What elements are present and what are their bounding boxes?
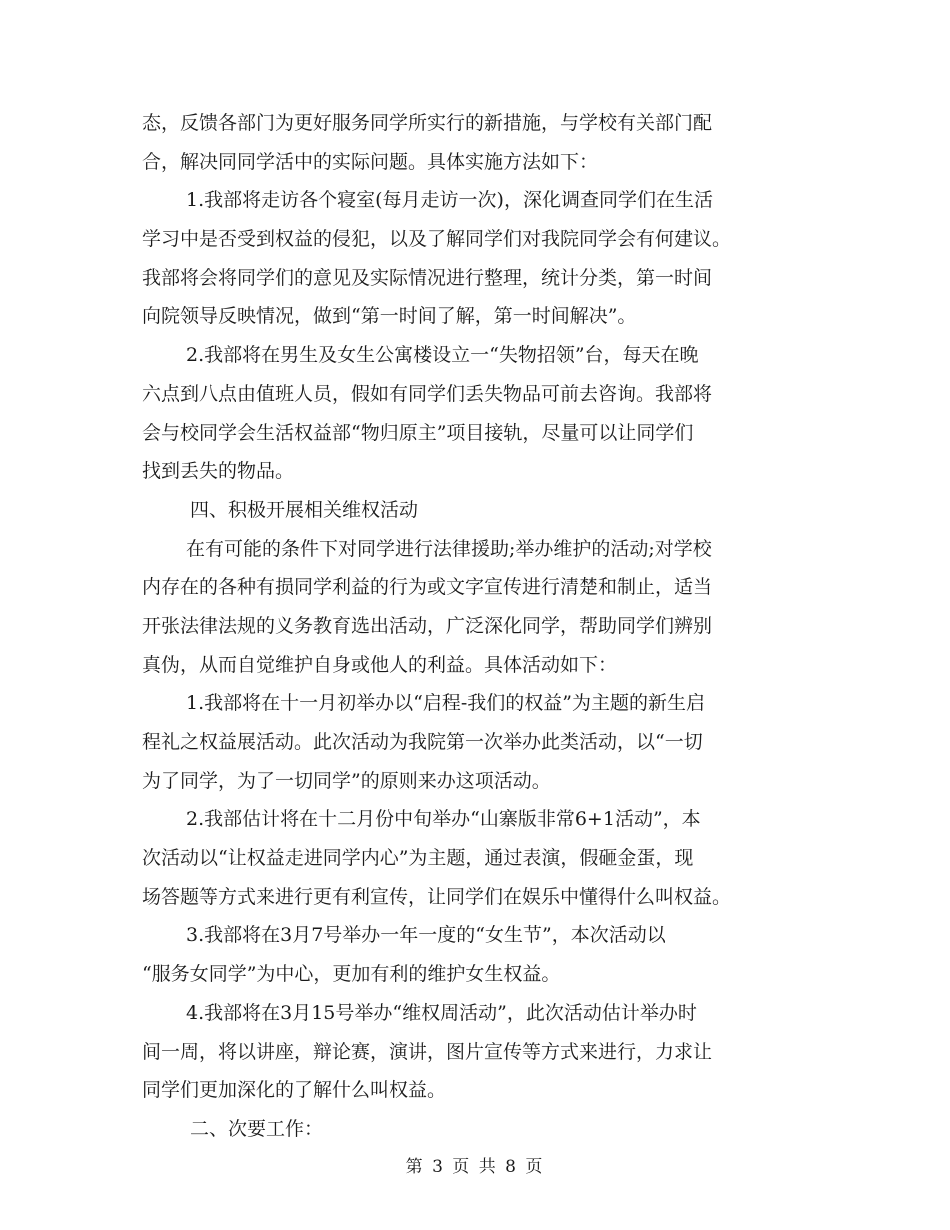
text-line: 六点到八点由值班人员，假如有同学们丢失物品可前去咨询。我部将 [142, 382, 713, 405]
text-line: 同学们更加深化的了解什么叫权益。 [142, 1079, 447, 1102]
text-line: 向院领导反映情况，做到“第一时间了解，第一时间解决”。 [142, 305, 637, 328]
text-line: 找到丢失的物品。 [142, 460, 295, 483]
body-text [142, 104, 808, 1149]
text-line: 开张法律法规的义务教育选出活动，广泛深化同学，帮助同学们辨别 [142, 614, 713, 637]
list-item-line: 4.我部将在3月15号举办“维权周活动”，此次活动估计举办时 [186, 1001, 697, 1024]
page-number-footer: 第 3 页 共 8 页 [405, 1157, 545, 1177]
text-line: 会与校同学会生活权益部“物归原主”项目接轨，尽量可以让同学们 [142, 421, 694, 444]
paragraph-start-line: 在有可能的条件下对同学进行法律援助;举办维护的活动;对学校 [186, 537, 712, 560]
list-item-line: 2.我部估计将在十二月份中旬举办“山寨版非常6+1活动”，本 [186, 808, 701, 831]
text-line: 次活动以“让权益走进同学内心”为主题，通过表演，假砸金蛋，现 [142, 847, 694, 870]
list-item-line: 2.我部将在男生及女生公寓楼设立一“失物招领”台，每天在晚 [186, 344, 699, 367]
text-line: 态，反馈各部门为更好服务同学所实行的新措施，与学校有关部门配 [142, 112, 713, 134]
text-line: 间一周，将以讲座，辩论赛，演讲，图片宣传等方式来进行，力求让 [142, 1040, 713, 1063]
text-line: 我部将会将同学们的意见及实际情况进行整理，统计分类，第一时间 [142, 266, 713, 289]
text-line: 场答题等方式来进行更有利宣传，让同学们在娱乐中懂得什么叫权益。 [142, 885, 732, 908]
list-item-line: 3.我部将在3月7号举办一年一度的“女生节”，本次活动以 [186, 924, 666, 947]
text-line: 真伪，从而自觉维护自身或他人的利益。具体活动如下： [142, 653, 618, 676]
text-line: “服务女同学”为中心，更加有利的维护女生权益。 [142, 963, 561, 986]
section-heading: 二、次要工作： [190, 1117, 324, 1140]
text-line: 合，解决同同学活中的实际问题。具体实施方法如下： [142, 150, 599, 173]
text-line: 为了同学，为了一切同学”的原则来办这项活动。 [142, 769, 551, 792]
list-item-line: 1.我部将在十一月初举办以“启程-我们的权益”为主题的新生启 [186, 692, 705, 715]
section-heading: 四、积极开展相关维权活动 [190, 498, 419, 521]
list-item-line: 1.我部将走访各个寝室(每月走访一次)，深化调查同学们在生活 [186, 189, 713, 212]
text-line: 内存在的各种有损同学利益的行为或文字宣传进行清楚和制止，适当 [142, 576, 713, 599]
text-line: 程礼之权益展活动。此次活动为我院第一次举办此类活动，以“一切 [142, 731, 703, 753]
text-line: 学习中是否受到权益的侵犯，以及了解同学们对我院同学会有何建议。 [142, 228, 732, 251]
